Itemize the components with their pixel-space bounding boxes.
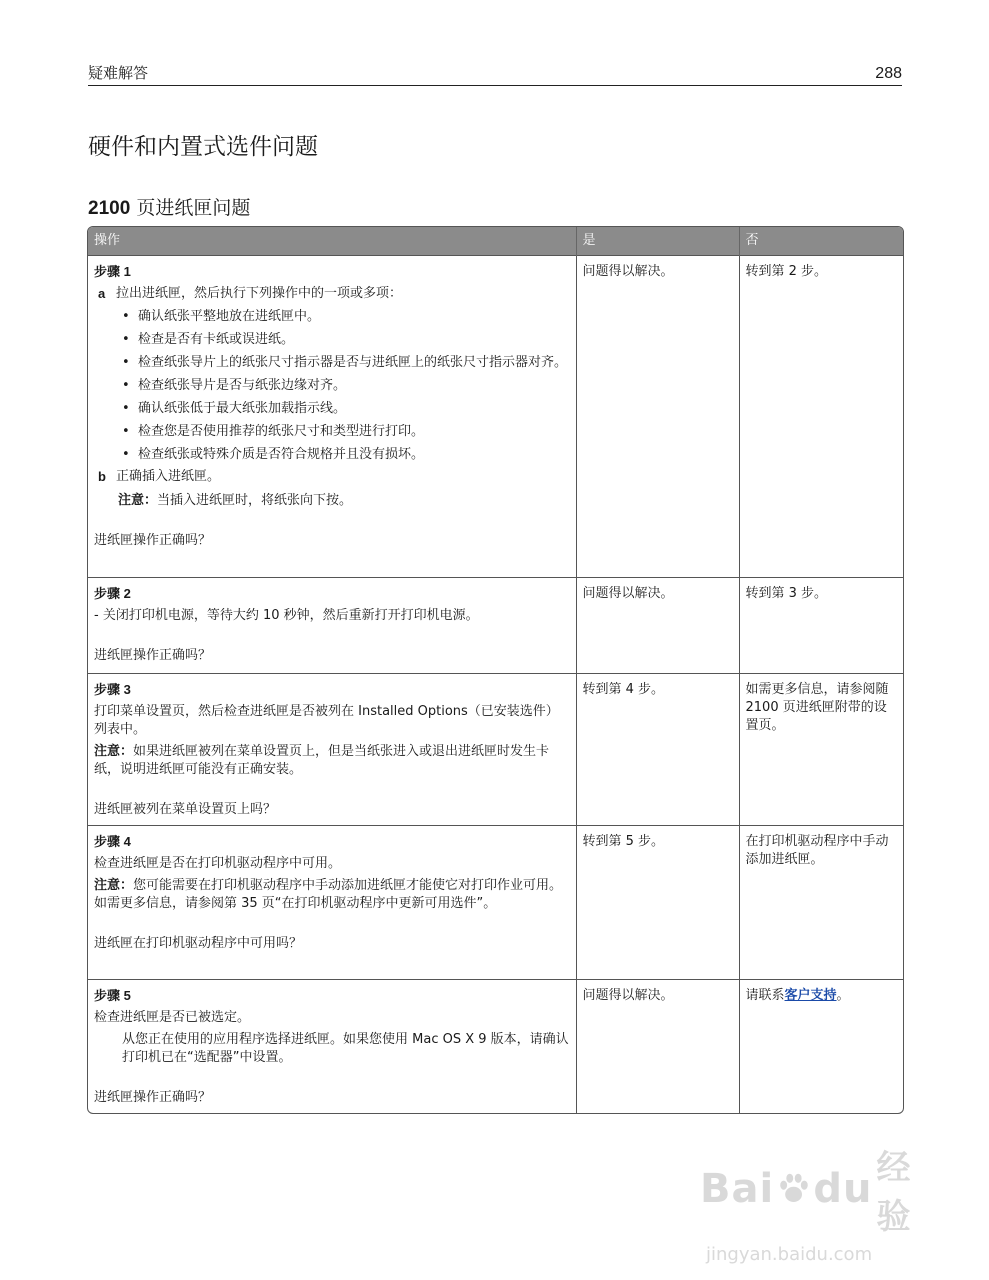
note-text: 当插入进纸匣时，将纸张向下按。	[157, 493, 353, 508]
step2-text: - 关闭打印机电源，等待大约 10 秒钟，然后重新打开打印机电源。	[94, 608, 479, 623]
bullet-icon: •	[122, 447, 130, 462]
contact-prefix: 请联系	[745, 988, 785, 1003]
step3-no-cell: 如需更多信息，请参阅随 2100 页进纸匣附带的设置页。	[739, 674, 903, 826]
step2-yes-cell: 问题得以解决。	[576, 578, 739, 674]
step3-question: 进纸匣被列在菜单设置页上吗？	[94, 802, 277, 817]
bullet-text: 检查纸张或特殊介质是否符合规格并且没有损坏。	[138, 447, 425, 462]
baidu-watermark	[700, 1140, 930, 1265]
bullet-icon: •	[122, 355, 130, 370]
watermark-url: jingyan.baidu.com	[706, 1244, 873, 1265]
step1-bullet-list	[94, 308, 570, 464]
bullet-icon: •	[122, 424, 130, 439]
step1-substep-b	[94, 468, 570, 486]
step1-note	[94, 492, 570, 510]
bullet-icon: •	[122, 332, 130, 347]
step5-indent-text: 从您正在使用的应用程序选择进纸匣。如果您使用 Mac OS X 9 版本，请确认打印机已在“选配器”中设置。	[122, 1032, 569, 1065]
step5-label: 步骤 5	[94, 988, 131, 1003]
substep-b-text: 正确插入进纸匣。	[116, 469, 221, 484]
customer-support-link[interactable]: 客户支持	[784, 988, 837, 1003]
section-number: 2100	[88, 198, 131, 219]
table-row	[88, 674, 903, 826]
step4-question: 进纸匣在打印机驱动程序中可用吗？	[94, 936, 303, 951]
table-row	[88, 578, 903, 674]
contact-suffix: 。	[836, 988, 850, 1003]
step2-question: 进纸匣操作正确吗？	[94, 648, 212, 663]
step2-no-cell: 转到第 3 步。	[739, 578, 903, 674]
step3-note	[94, 743, 570, 779]
step2-label: 步骤 2	[94, 586, 131, 601]
substep-b-letter: b	[98, 469, 106, 484]
step3-label: 步骤 3	[94, 682, 131, 697]
step1-question: 进纸匣操作正确吗？	[94, 533, 212, 548]
note-label: 注意：	[118, 493, 158, 508]
table-header-row	[88, 227, 903, 256]
bullet-text: 确认纸张平整地放在进纸匣中。	[138, 309, 321, 324]
table-row	[88, 256, 903, 578]
bullet-icon: •	[122, 309, 130, 324]
column-header-action: 操作	[88, 227, 576, 256]
step3-action-cell	[88, 674, 576, 826]
step3-yes-cell: 转到第 4 步。	[576, 674, 739, 826]
list-item	[94, 377, 570, 395]
step5-question: 进纸匣操作正确吗？	[94, 1090, 212, 1105]
page-header	[88, 60, 902, 86]
note-label: 注意：	[94, 744, 134, 759]
watermark-logo-jingyan: 经验	[876, 1148, 912, 1237]
column-header-no: 否	[739, 227, 903, 256]
watermark-logo-du: du	[813, 1166, 873, 1212]
bullet-text: 检查纸张导片上的纸张尺寸指示器是否与进纸匣上的纸张尺寸指示器对齐。	[138, 355, 568, 370]
table-row	[88, 826, 903, 980]
bullet-icon: •	[122, 378, 130, 393]
table-row	[88, 980, 903, 1114]
list-item	[94, 446, 570, 464]
section-title-text: 页进纸匣问题	[130, 197, 251, 219]
step4-action-cell	[88, 826, 576, 980]
step3-text: 打印菜单设置页，然后检查进纸匣是否被列在 Installed Options（已安装选件）列表中。	[94, 704, 559, 737]
note-label: 注意：	[94, 878, 134, 893]
watermark-logo-bai: Bai	[700, 1166, 775, 1212]
bullet-text: 检查是否有卡纸或误进纸。	[138, 332, 295, 347]
step5-text: 检查进纸匣是否已被选定。	[94, 1010, 251, 1025]
substep-a-letter: a	[98, 286, 106, 301]
step1-yes-cell: 问题得以解决。	[576, 256, 739, 578]
list-item	[94, 400, 570, 418]
list-item	[94, 423, 570, 441]
bullet-text: 检查纸张导片是否与纸张边缘对齐。	[138, 378, 347, 393]
troubleshooting-table	[87, 226, 904, 1114]
page-number: 288	[875, 65, 902, 82]
step4-label: 步骤 4	[94, 834, 131, 849]
note-text: 您可能需要在打印机驱动程序中手动添加进纸匣才能使它对打印作业可用。如需更多信息，请参阅第 35 页“在打印机驱动程序中更新可用选件”。	[94, 878, 563, 911]
step4-no-cell: 在打印机驱动程序中手动添加进纸匣。	[739, 826, 903, 980]
step4-yes-cell: 转到第 5 步。	[576, 826, 739, 980]
watermark-logo	[700, 1140, 930, 1238]
section-title	[88, 193, 250, 220]
list-item	[94, 354, 570, 372]
list-item	[94, 331, 570, 349]
step4-note	[94, 877, 570, 913]
step4-text: 检查进纸匣是否在打印机驱动程序中可用。	[94, 856, 342, 871]
substep-a-text: 拉出进纸匣，然后执行下列操作中的一项或多项：	[116, 286, 403, 301]
step1-label: 步骤 1	[94, 264, 131, 279]
step5-action-cell	[88, 980, 576, 1114]
note-text: 如果进纸匣被列在菜单设置页上，但是当纸张进入或退出进纸匣时发生卡纸，说明进纸匣可能没有正确安装。	[94, 744, 550, 777]
step5-yes-cell: 问题得以解决。	[576, 980, 739, 1114]
column-header-yes: 是	[576, 227, 739, 256]
step1-action-cell	[88, 256, 576, 578]
paw-icon	[776, 1166, 811, 1212]
chapter-title: 硬件和内置式选件问题	[88, 134, 318, 160]
list-item	[94, 308, 570, 326]
bullet-icon: •	[122, 401, 130, 416]
step2-action-cell	[88, 578, 576, 674]
bullet-text: 确认纸张低于最大纸张加载指示线。	[138, 401, 347, 416]
header-title: 疑难解答	[88, 64, 149, 82]
bullet-text: 检查您是否使用推荐的纸张尺寸和类型进行打印。	[138, 424, 425, 439]
step5-no-cell	[739, 980, 903, 1114]
step1-substep-a	[94, 285, 570, 303]
step1-no-cell: 转到第 2 步。	[739, 256, 903, 578]
